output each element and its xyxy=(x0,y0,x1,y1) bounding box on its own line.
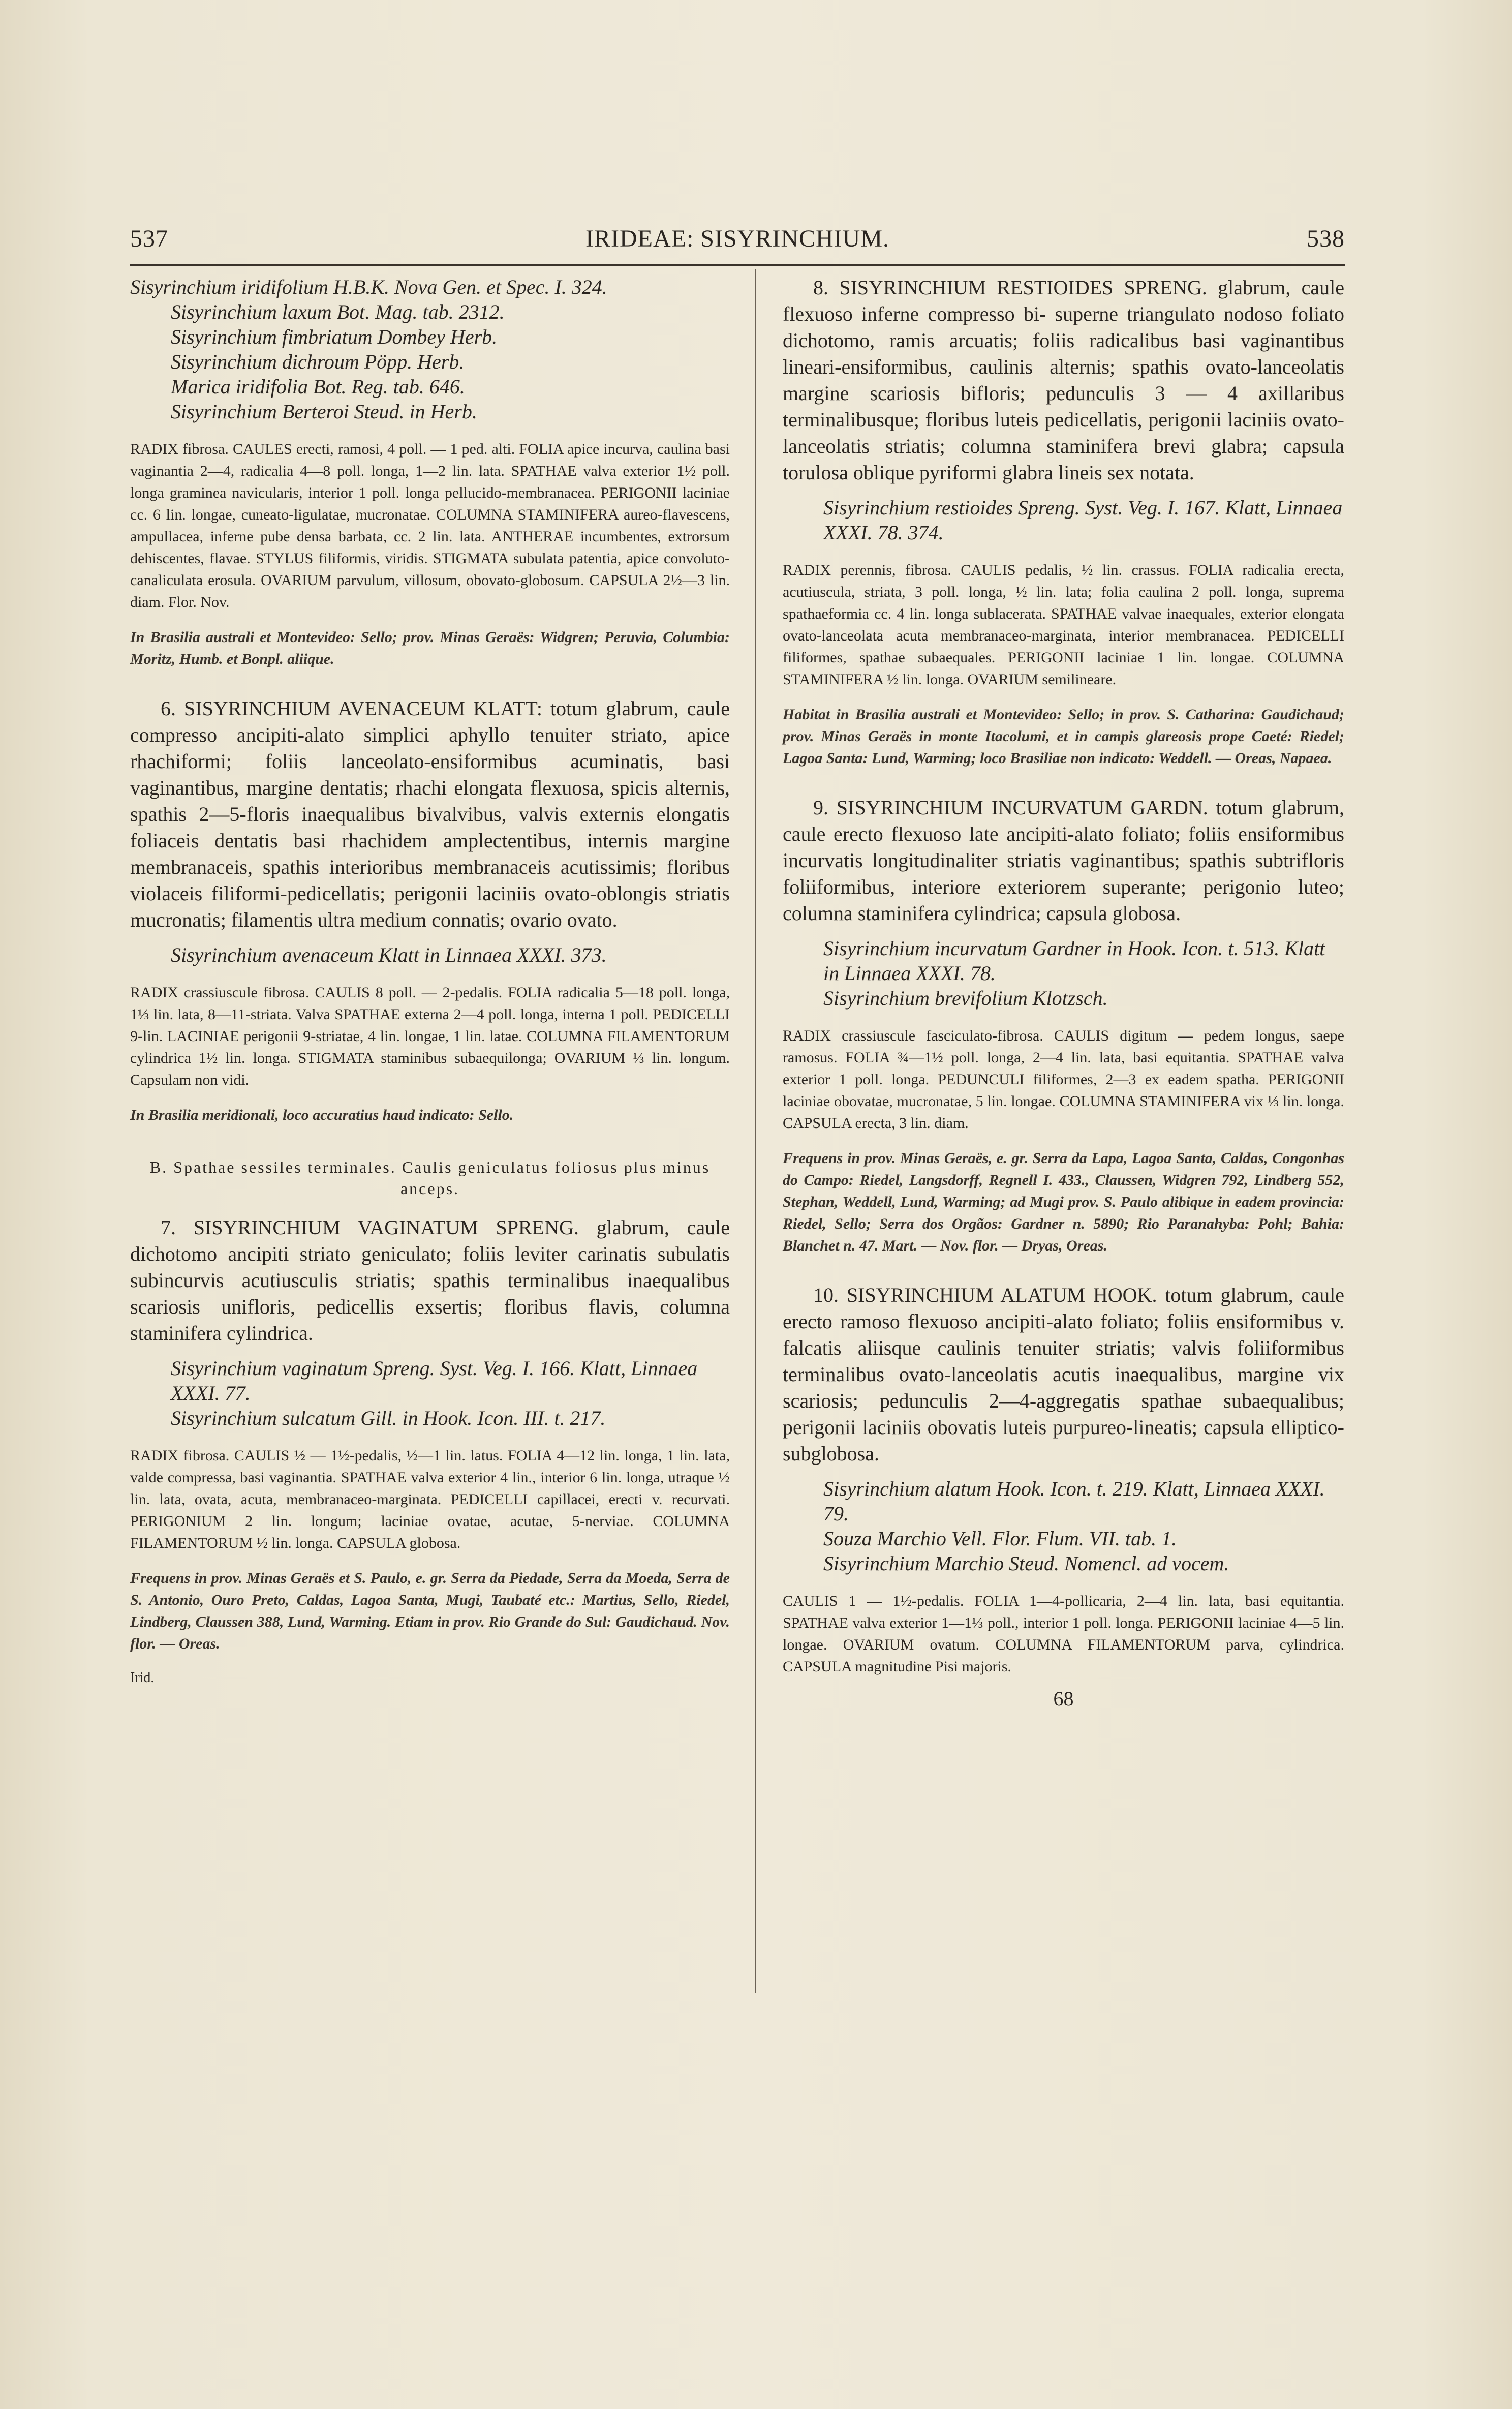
description-7: RADIX fibrosa. CAULIS ½ — 1½-pedalis, ½—1 lin. latus. FOLIA 4—12 lin. longa, 1 lin. lata, valde compressa, basi vaginantia. SPATHAE valva exterior 4 lin., interior 6 lin. longa, utraque ½ lin. lata, ovata, acuta, membranaceo-marginata. PEDICELLI capillacei, erecti v. recurvati. PERIGONIUM 2 lin. longum; laciniae ovatae, acutae, 5-nerviae. COLUMNA FILAMENTORUM ½ lin. longa. CAPSULA globosa. xyxy=(130,1447,730,1551)
species-10-diagnosis: 10. SISYRINCHIUM ALATUM HOOK. totum glabrum, caule erecto ramoso flexuoso ancipiti-alato foliato; foliis ensiformibus v. falcatis aliisque caulinis tenuiter striatis; valvis foliiformibus terminalibus ovato-lanceolatis acutis inaequalibus, margine vix scariosis; pedunculis 2—4-aggregatis spathae subaequalibus; perigonii laciniis obovatis luteis purpureo-lineatis; capsula elliptico-subglobosa. xyxy=(783,1284,1344,1465)
page-number-right: 538 xyxy=(1307,225,1345,252)
synonym: Sisyrinchium incurvatum Gardner in Hook. Icon. t. 513. Klatt in Linnaea XXXI. 78. xyxy=(823,937,1325,985)
header-rule xyxy=(130,264,1345,266)
locality-9: Frequens in prov. Minas Geraës, e. gr. Serra da Lapa, Lagoa Santa, Caldas, Congonhas do Campo: Riedel, Langsdorff, Regnell I. 433., Claussen, Widgren 792, Lindberg 552, Stephan, Weddell, Lund, Warming; ad Mugi prov. S. Paulo alibique in eadem provincia: Riedel, Sello; Serra dos Orgãos: Gardner n. 5890; Rio Paranahyba: Pohl; Bahia: Blanchet n. 47. Mart. — Nov. flor. — Dryas, Oreas. xyxy=(783,1150,1344,1254)
synonym-list-7 xyxy=(130,1356,730,1430)
description-5: RADIX fibrosa. CAULES erecti, ramosi, 4 poll. — 1 ped. alti. FOLIA apice incurva, caulina basi vaginantia 2—4, radicalia 4—8 poll. longa, 1—2 lin. lata. SPATHAE valva exterior 1½ poll. longa graminea navicularis, interior 1 poll. longa pellucido-membranacea. PERIGONII laciniae cc. 6 lin. longae, cuneato-ligulatae, mucronatae. COLUMNA STAMINIFERA aureo-flavescens, ampullacea, inferne pube densa barbata, cc. 2 lin. lata. ANTHERAE incumbentes, extrorsum dehiscentes, flavae. STYLUS filiformis, viridis. STIGMATA subulata patentia, apice convoluto-canaliculata erosula. OVARIUM parvulum, villosum, obovato-globosum. CAPSULA 2½—3 lin. diam. Flor. Nov. xyxy=(130,441,730,611)
synonym: Sisyrinchium Marchio Steud. Nomencl. ad vocem. xyxy=(823,1552,1229,1575)
running-title: IRIDEAE: SISYRINCHIUM. xyxy=(585,225,889,252)
locality-6: In Brasilia meridionali, loco accuratius haud indicato: Sello. xyxy=(130,1107,514,1123)
synonym-list-6 xyxy=(130,942,730,967)
column-divider xyxy=(755,269,756,1993)
running-header xyxy=(130,225,1345,265)
synonym: Sisyrinchium laxum Bot. Mag. tab. 2312. xyxy=(171,300,505,323)
page-number-left: 537 xyxy=(130,225,168,252)
synonym: Sisyrinchium fimbriatum Dombey Herb. xyxy=(171,325,498,348)
left-column xyxy=(130,275,730,1686)
synonym: Sisyrinchium vaginatum Spreng. Syst. Veg. I. 166. Klatt, Linnaea XXXI. 77. xyxy=(171,1357,698,1405)
signature-mark: Irid. xyxy=(130,1670,155,1686)
locality-8: Habitat in Brasilia australi et Montevideo: Sello; in prov. S. Catharina: Gaudichaud; prov. Minas Geraës in monte Itacolumi, et in campis glareosis prope Caeté: Riedel; Lagoa Santa: Lund, Warming; loco Brasiliae non indicato: Weddell. — Oreas, Napaea. xyxy=(783,706,1344,767)
synonym-list-8 xyxy=(783,495,1344,545)
synonym: Sisyrinchium brevifolium Klotzsch. xyxy=(823,987,1108,1010)
synonym: Sisyrinchium iridifolium H.B.K. Nova Gen. et Spec. I. 324. xyxy=(130,276,607,298)
description-9: RADIX crassiuscule fasciculato-fibrosa. CAULIS digitum — pedem longus, saepe ramosus. FOLIA ¾—1½ poll. longa, 2—4 lin. lata, basi equitantia. SPATHAE valva exterior 1 poll. longa. PEDUNCULI filiformes, 2—3 ex eadem spatha. PERIGONII laciniae obovatae, mucronatae, 5 lin. longae. COLUMNA STAMINIFERA vix ⅓ lin. longa. CAPSULA erecta, 3 lin. diam. xyxy=(783,1027,1344,1132)
signature-page-number: 68 xyxy=(1053,1687,1074,1710)
locality-5: In Brasilia australi et Montevideo: Sello; prov. Minas Geraës: Widgren; Peruvia, Columbia: Moritz, Humb. et Bonpl. aliique. xyxy=(130,629,730,667)
synonym-list-5 xyxy=(130,275,730,424)
synonym: Sisyrinchium dichroum Pöpp. Herb. xyxy=(171,350,465,373)
subsection-heading: B. Spathae sessiles terminales. Caulis geniculatus foliosus plus minus anceps. xyxy=(149,1158,711,1198)
locality-7: Frequens in prov. Minas Geraës et S. Paulo, e. gr. Serra da Piedade, Serra da Moeda, Serra de S. Antonio, Ouro Preto, Caldas, Lagoa Santa, Mugi, Taubaté etc.: Martius, Sello, Riedel, Lindberg, Claussen 388, Lund, Warming. Etiam in prov. Rio Grande do Sul: Gaudichaud. Nov. flor. — Oreas. xyxy=(130,1570,730,1652)
synonym: Sisyrinchium restioides Spreng. Syst. Veg. I. 167. Klatt, Linnaea XXXI. 78. 374. xyxy=(823,496,1343,544)
species-7-diagnosis: 7. SISYRINCHIUM VAGINATUM SPRENG. glabrum, caule dichotomo ancipiti striato geniculato; foliis leviter carinatis subulatis subincurvis acutiusculis striatis; spathis terminalibus inaequalibus scariosis unifloris, pedicellis exsertis; floribus flavis, columna staminifera cylindrica. xyxy=(130,1216,730,1345)
synonym: Marica iridifolia Bot. Reg. tab. 646. xyxy=(171,375,465,398)
synonym: Souza Marchio Vell. Flor. Flum. VII. tab. 1. xyxy=(823,1527,1177,1550)
species-9-diagnosis: 9. SISYRINCHIUM INCURVATUM GARDN. totum glabrum, caule erecto flexuoso late ancipiti-alato foliato; foliis ensiformibus incurvatis longitudinaliter striatis vaginantibus; spathis subtrifloris foliiformibus, interiore exteriorem superante; perigonio luteo; columna staminifera cylindrica; capsula globosa. xyxy=(783,796,1344,925)
species-8-diagnosis: 8. SISYRINCHIUM RESTIOIDES SPRENG. glabrum, caule flexuoso inferne compresso bi- superne triangulato nodoso foliato dichotomo, ramis arcuatis; foliis radicalibus basi vaginantibus lineari-ensiformibus, caulinis alternis; spathis ovato-lanceolatis margine scariosis bifloris; pedunculis 3 — 4 axillaribus terminalibusque; floribus luteis pedicellatis, perigonii laciniis ovato-lanceolatis striatis; columna staminifera brevi glabra; capsula torulosa oblique pyriformi glabra lineis sex notata. xyxy=(783,276,1344,484)
synonym: Sisyrinchium avenaceum Klatt in Linnaea XXXI. 373. xyxy=(171,943,607,966)
synonym-list-10 xyxy=(783,1476,1344,1576)
synonym: Sisyrinchium Berteroi Steud. in Herb. xyxy=(171,400,477,423)
description-8: RADIX perennis, fibrosa. CAULIS pedalis, ½ lin. crassus. FOLIA radicalia erecta, acutiuscula, striata, 3 poll. longa, ½ lin. lata; folia caulina 2 poll. longa, suprema spathaeformia cc. 4 lin. longa sublacerata. SPATHAE valvae inaequales, exterior elongata ovato-lanceolata acuta membranaceo-marginata, interior membranacea. PEDICELLI filiformes, spathae subaequales. PERIGONII laciniae 1 lin. longae. COLUMNA STAMINIFERA ½ lin. longa. OVARIUM semilineare. xyxy=(783,562,1344,688)
synonym: Sisyrinchium alatum Hook. Icon. t. 219. Klatt, Linnaea XXXI. 79. xyxy=(823,1477,1325,1525)
description-6: RADIX crassiuscule fibrosa. CAULIS 8 poll. — 2-pedalis. FOLIA radicalia 5—18 poll. longa, 1⅓ lin. lata, 8—11-striata. Valva SPATHAE externa 2—4 poll. longa, interna 1 poll. PEDICELLI 9-lin. LACINIAE perigonii 9-striatae, 4 lin. longae, 1 lin. latae. COLUMNA FILAMENTORUM cylindrica 1½ lin. longa. STIGMATA staminibus subaequilonga; OVARIUM ⅓ lin. longum. Capsulam non vidi. xyxy=(130,984,730,1088)
synonym: Sisyrinchium sulcatum Gill. in Hook. Icon. III. t. 217. xyxy=(171,1407,606,1429)
species-6-diagnosis: 6. SISYRINCHIUM AVENACEUM KLATT: totum glabrum, caule compresso ancipiti-alato simplici aphyllo tenuiter striato, apice rhachiformi; foliis lanceolato-ensiformibus acuminatis, basi vaginantibus, margine dentatis; rhachi elongata flexuosa, spicis alternis, spathis 2—5-floris inaequalibus bivalvibus, valvis externis elongatis foliaceis dentatis basi rhachidem amplectentibus, internis margine membranaceis, spathis interioribus membranaceis acutissimis; floribus violaceis filiformi-pedicellatis; perigonii laciniis ovato-oblongis striatis mucronatis; filamentis ultra medium connatis; ovario ovato. xyxy=(130,697,730,931)
description-10: CAULIS 1 — 1½-pedalis. FOLIA 1—4-pollicaria, 2—4 lin. lata, basi equitantia. SPATHAE valva exterior 1—1⅓ poll., interior 1 poll. longa. PERIGONII laciniae 4—5 lin. longae. OVARIUM ovatum. COLUMNA FILAMENTORUM parva, cylindrica. CAPSULA magnitudine Pisi majoris. xyxy=(783,1593,1344,1675)
synonym-list-9 xyxy=(783,936,1344,1011)
right-column xyxy=(783,275,1344,1711)
